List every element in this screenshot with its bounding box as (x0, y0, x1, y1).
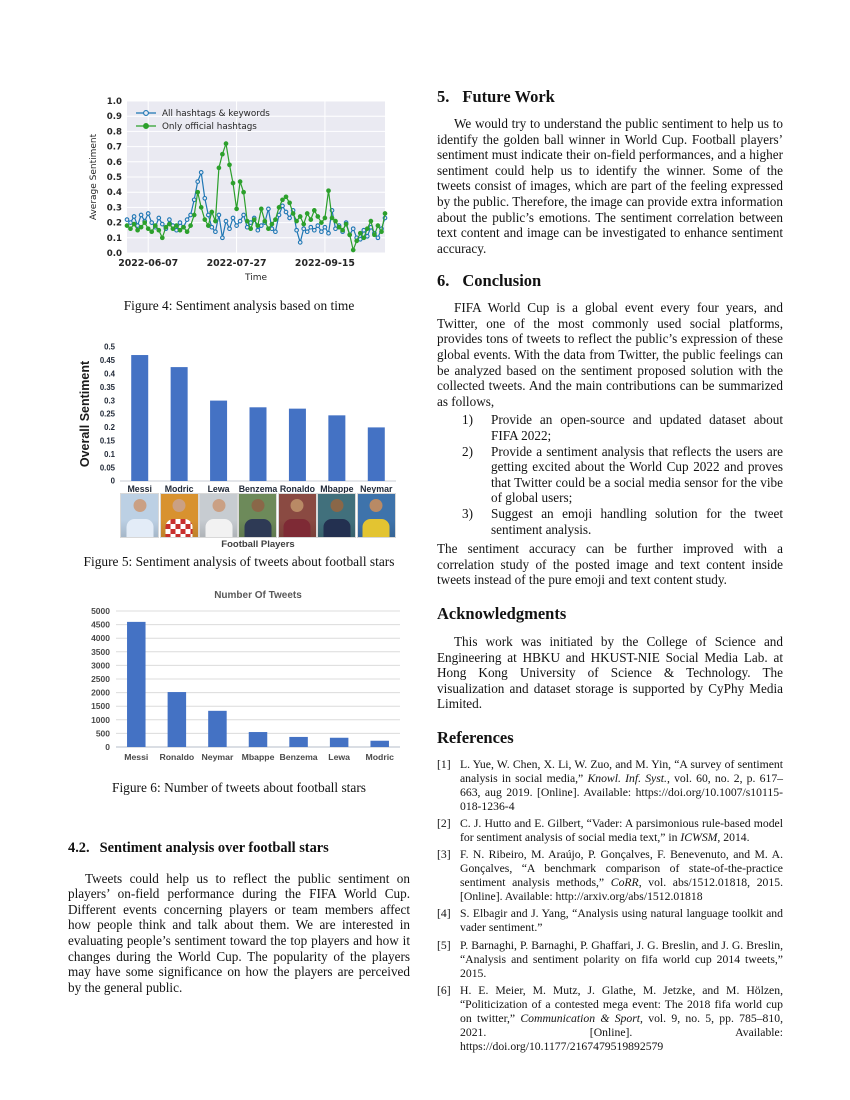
svg-text:0.35: 0.35 (99, 382, 115, 392)
player-photo-cell (199, 493, 238, 538)
player-jersey (166, 519, 193, 538)
svg-text:Average Sentiment: Average Sentiment (89, 133, 99, 221)
svg-text:Overall Sentiment: Overall Sentiment (78, 360, 92, 468)
figure5 (68, 341, 410, 570)
list-item-text: Suggest an emoji handling solution for the tweet sentiment analysis. (491, 506, 783, 537)
svg-text:Ronaldo: Ronaldo (159, 752, 195, 762)
reference-text: C. J. Hutto and E. Gilbert, “Vader: A parsimonious rule-based model for sentiment analysis of social media text,” in ICWSM, 2014. (460, 817, 783, 844)
reference-item (437, 907, 783, 935)
figure6-caption: Figure 6: Number of tweets about football stars (112, 780, 366, 795)
svg-text:Modric: Modric (164, 484, 194, 493)
player-photo-lewa (199, 493, 238, 538)
svg-text:2000: 2000 (91, 687, 110, 698)
player-photo-cell (317, 493, 356, 538)
svg-text:4000: 4000 (91, 633, 110, 644)
player-photo-cell (356, 493, 395, 538)
acknowledgments-paragraph: This work was initiated by the College of Science and Engineering at HBKU and HKUST-NIE Social Media Lab. at Hong Kong University of Science & Technology. The visualization and dataset storage is supported by CyPhy Media Limited. (437, 633, 783, 712)
player-head (173, 499, 186, 512)
acknowledgments-heading: Acknowledgments (437, 603, 567, 623)
svg-text:2022-09-15: 2022-09-15 (294, 258, 355, 269)
player-jersey (244, 519, 271, 538)
section-5-paragraph: We would try to understand the public sentiment to help us to identify the golden ball winner in World Cup. Football players’ sentiment must indicate their on-field performances, and a higher sentiment could help us to identify the winner. Some of the tweets consist of images, which are part of the feeling expressed by the public. Therefore, the image can provide extra information about the public’s emotions. The sentiment correlation between text content and image can be investigated to enhance sentiment accuracy. (437, 115, 783, 256)
player-jersey (126, 519, 153, 538)
svg-text:Modric: Modric (365, 752, 394, 762)
reference-text: F. N. Ribeiro, M. Araújo, P. Gonçalves, F. Benevenuto, and M. A. Gonçalves, “A benchmark comparison of state-of-the-practice sentiment analysis methods,” CoRR, vol. abs/1512.01818, 2015. [Online]. Available: http://arxiv.org/abs/1512.01818 (460, 848, 784, 904)
svg-text:0.4: 0.4 (106, 188, 122, 199)
references-section (437, 729, 783, 1054)
svg-text:0.1: 0.1 (106, 233, 122, 244)
svg-text:Neymar: Neymar (360, 484, 393, 493)
svg-text:2022-07-27: 2022-07-27 (206, 258, 267, 269)
list-item (437, 506, 783, 537)
svg-text:0.3: 0.3 (104, 396, 115, 406)
svg-text:Neymar: Neymar (201, 752, 234, 762)
figure5-bar-chart (76, 341, 402, 493)
player-photo-cell (159, 493, 198, 538)
svg-text:0.7: 0.7 (106, 142, 122, 153)
player-jersey (205, 519, 232, 538)
svg-text:All hashtags & keywords: All hashtags & keywords (162, 109, 270, 119)
player-photo-neymar (357, 493, 396, 538)
svg-text:0.5: 0.5 (106, 173, 122, 183)
svg-text:Lewa: Lewa (328, 752, 351, 762)
section-4-2 (68, 840, 410, 995)
svg-text:Time: Time (244, 273, 268, 283)
svg-text:0: 0 (105, 742, 110, 752)
svg-text:0.1: 0.1 (104, 449, 115, 459)
section-6-paragraph: FIFA World Cup is a global event every four years, and Twitter, one of the most commonly used social platforms, provides tons of tweets to reflect the public’s expression of these global events. With the data from Twitter, the public feelings can be analyzed based on the sentiment proposed solution with the collected tweets. And the main contributions can be summarized as follows, (437, 300, 783, 409)
reference-text: S. Elbagir and J. Yang, “Analysis using natural language toolkit and vader sentiment.” (460, 907, 783, 935)
reference-item (437, 758, 783, 814)
player-photo-modric (160, 493, 199, 538)
svg-text:2500: 2500 (91, 674, 110, 684)
figure4 (68, 93, 410, 314)
svg-text:1.0: 1.0 (106, 97, 122, 107)
svg-text:3500: 3500 (91, 646, 110, 657)
list-item-number: 2) (462, 443, 473, 459)
player-head (370, 499, 383, 512)
svg-text:0.8: 0.8 (106, 127, 122, 138)
list-item-text: Provide an open-source and updated dataset about FIFA 2022; (491, 412, 783, 444)
section-6-closing-paragraph: The sentiment accuracy can be further improved with a correlation study of the posted image and text content inside tweets instead of the pure emoji and text content study. (437, 541, 783, 588)
section-5 (437, 88, 783, 256)
reference-item (437, 984, 783, 1054)
player-photo-row (120, 493, 396, 538)
svg-text:Messi: Messi (124, 752, 149, 762)
player-photo-cell (120, 493, 159, 538)
svg-text:0.5: 0.5 (104, 342, 115, 352)
reference-item (437, 848, 783, 904)
svg-text:0.2: 0.2 (106, 218, 122, 229)
svg-text:Number Of Tweets: Number Of Tweets (214, 590, 302, 601)
svg-text:0.15: 0.15 (99, 436, 115, 446)
svg-text:0.9: 0.9 (106, 112, 122, 123)
figure5-caption: Figure 5: Sentiment analysis of tweets about football stars (83, 554, 395, 569)
svg-text:Benzema: Benzema (279, 752, 318, 762)
player-jersey (284, 519, 311, 538)
section-number: 4.2. (68, 840, 90, 856)
svg-text:1500: 1500 (91, 701, 110, 712)
svg-text:500: 500 (95, 728, 110, 739)
player-head (133, 499, 146, 512)
section-title: Future Work (462, 87, 555, 106)
svg-text:0.05: 0.05 (99, 463, 115, 473)
player-head (251, 499, 264, 512)
reference-text: P. Barnaghi, P. Barnaghi, P. Ghaffari, J. G. Breslin, and J. G. Breslin, “Analysis and sentiment polarity on fifa world cup 2014 tweets,” 2015. (460, 938, 783, 980)
player-photo-messi (120, 493, 159, 538)
svg-text:5000: 5000 (91, 606, 110, 616)
figure6-bar-chart (72, 587, 406, 775)
list-item-text: Provide a sentiment analysis that reflects the users are getting excited about the World Cup 2022 and proves that Twitter could be a social media sensor for the vibe of global users; (491, 443, 783, 506)
reference-list (437, 758, 783, 1054)
reference-number: [2] (437, 817, 451, 830)
player-photo-mbappe (317, 493, 356, 538)
section-5-heading (437, 88, 783, 107)
reference-number: [3] (437, 848, 451, 862)
player-head (291, 499, 304, 512)
right-column (437, 88, 783, 1057)
svg-text:2022-06-07: 2022-06-07 (118, 258, 179, 269)
svg-text:Mbappe: Mbappe (241, 752, 275, 762)
section-number: 5. (437, 87, 450, 106)
reference-number: [5] (437, 938, 451, 952)
player-photo-benzema (238, 493, 277, 538)
section-4-2-heading (68, 840, 410, 857)
player-photo-cell (238, 493, 277, 538)
figure5-player-photos (76, 493, 402, 550)
svg-text:0.3: 0.3 (106, 203, 122, 214)
figure4-line-chart (83, 93, 395, 291)
svg-text:4500: 4500 (91, 619, 110, 630)
player-head (212, 499, 225, 512)
svg-text:Only official hashtags: Only official hashtags (162, 122, 257, 132)
svg-text:0.4: 0.4 (104, 369, 115, 379)
section-number: 6. (437, 271, 450, 291)
section-title: Conclusion (462, 271, 542, 291)
acknowledgments-section (437, 605, 783, 712)
section-6 (437, 272, 783, 588)
reference-item (437, 817, 783, 845)
reference-text: L. Yue, W. Chen, X. Li, W. Zuo, and M. Yin, “A survey of sentiment analysis in social media,” Knowl. Inf. Syst., vol. 60, no. 2, p. 617–663, aug 2019. [Online]. Available: https://doi.org/10.1007/s10115-018-1236-4 (460, 757, 784, 813)
list-item-number: 3) (462, 506, 473, 521)
svg-text:0.0: 0.0 (106, 249, 122, 259)
player-jersey (323, 519, 350, 538)
svg-text:Lewa: Lewa (207, 484, 230, 493)
svg-text:0.45: 0.45 (99, 356, 115, 366)
section-title: Sentiment analysis over football stars (99, 840, 329, 856)
references-heading: References (437, 727, 514, 747)
contributions-list (437, 412, 783, 537)
list-item (437, 444, 783, 506)
figure5-xaxis-label: Football Players (221, 539, 295, 550)
reference-number: [6] (437, 983, 451, 997)
svg-text:0.25: 0.25 (99, 409, 115, 419)
section-6-heading (437, 272, 783, 291)
svg-text:0.6: 0.6 (106, 157, 122, 168)
svg-text:3000: 3000 (91, 660, 110, 671)
svg-text:Messi: Messi (127, 484, 152, 493)
list-item-number: 1) (462, 412, 473, 428)
svg-text:Mbappe: Mbappe (320, 484, 354, 493)
reference-number: [1] (437, 757, 451, 771)
svg-text:0.2: 0.2 (104, 423, 115, 433)
player-head (330, 499, 343, 512)
reference-number: [4] (437, 907, 451, 921)
player-photo-ronaldo (278, 493, 317, 538)
section-4-2-paragraph: Tweets could help us to reflect the public sentiment on players’ on-field performance during the FIFA World Cup. Different events concerning players or team members affect how people think and talk about them. We are interested in evaluating people’s sentiment toward the top players and how it changes during the World Cup. The popularity of the players may have some significance on how the players are perceived by the general public. (68, 870, 410, 995)
reference-text: H. E. Meier, M. Mutz, J. Glathe, M. Jetzke, and M. Hölzen, “Politicization of a contested mega event: The 2018 fifa world cup on twitter,” Communication & Sport, vol. 9, no. 5, pp. 785–810, 2021. [Online]. Available: https://doi.org/10.1177/2167479519892579 (460, 983, 784, 1053)
reference-item (437, 939, 783, 981)
player-jersey (363, 519, 390, 538)
svg-text:Benzema: Benzema (238, 484, 278, 493)
figure6 (68, 587, 410, 796)
svg-text:0: 0 (110, 476, 115, 486)
svg-text:Ronaldo: Ronaldo (279, 484, 316, 493)
left-column (68, 88, 410, 995)
player-photo-cell (278, 493, 317, 538)
svg-text:1000: 1000 (91, 714, 110, 725)
list-item (437, 412, 783, 443)
figure4-caption: Figure 4: Sentiment analysis based on time (123, 298, 355, 313)
